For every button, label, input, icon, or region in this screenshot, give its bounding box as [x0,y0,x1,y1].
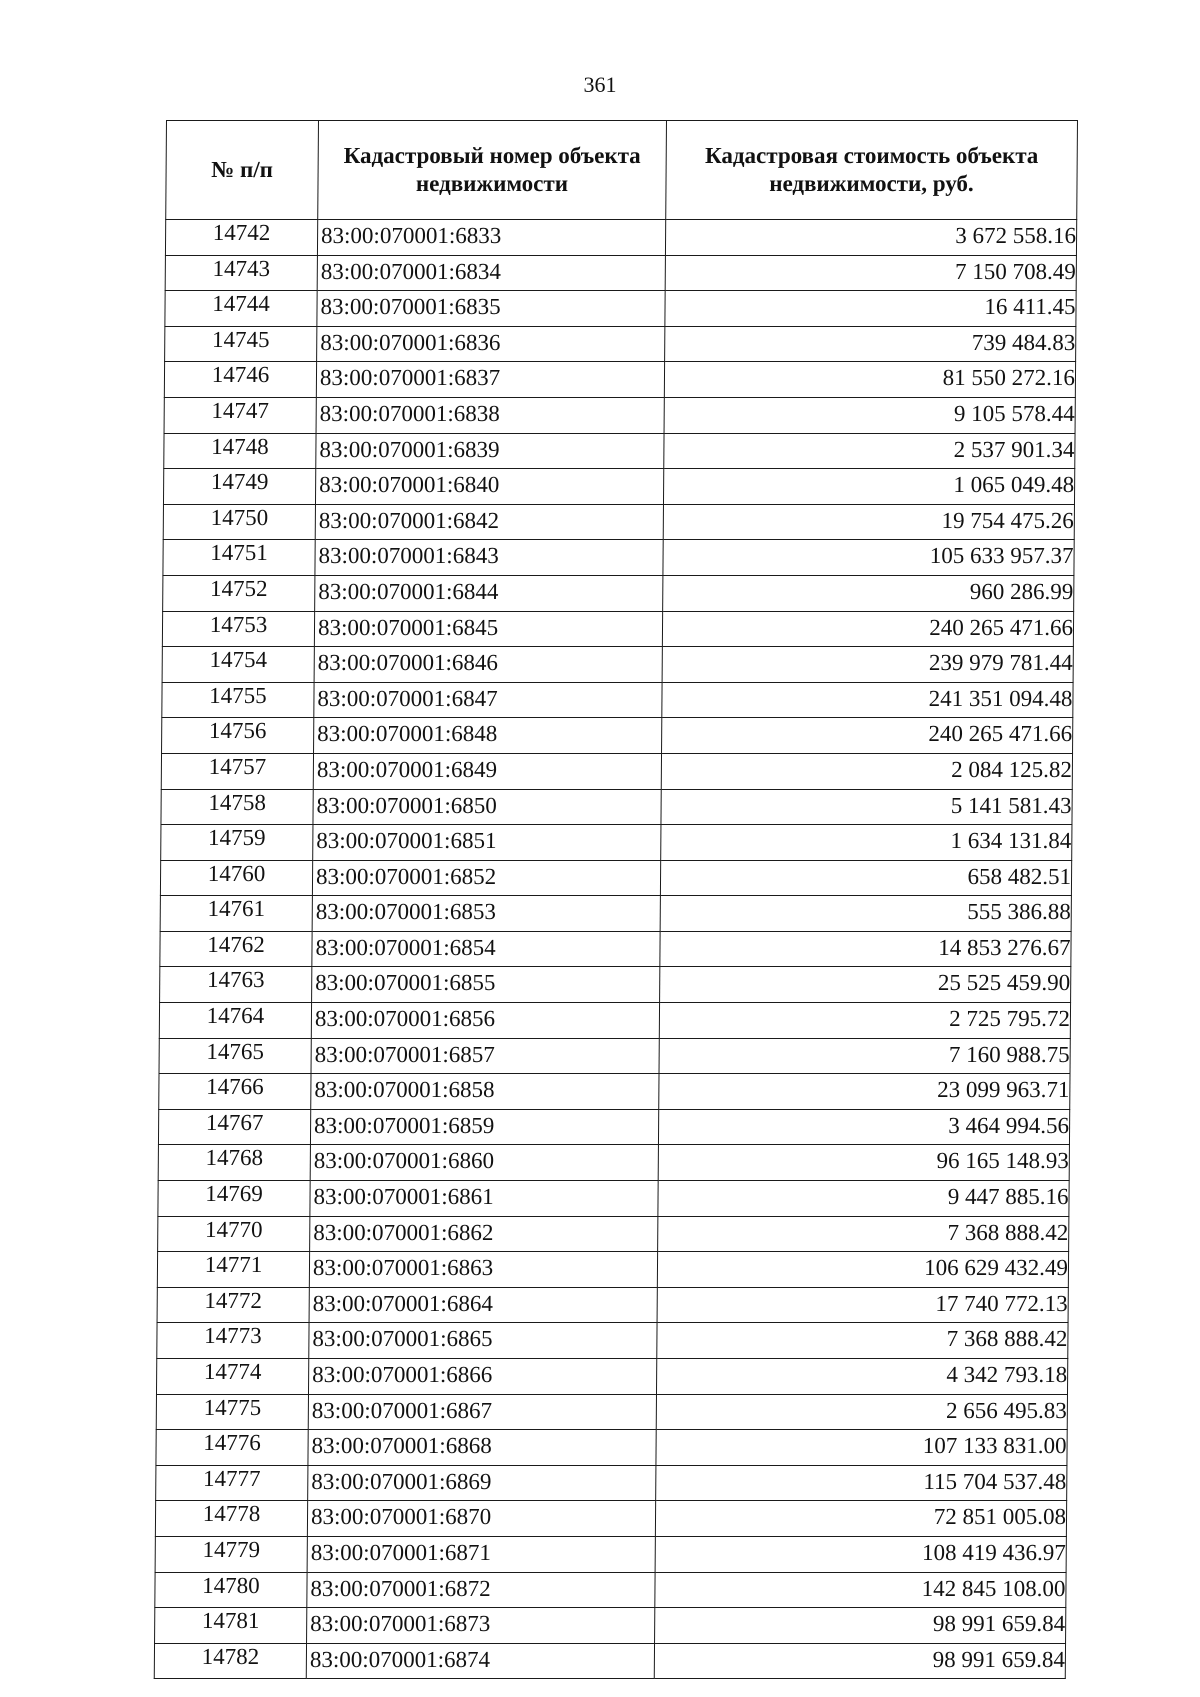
table-row [162,682,1073,718]
row-cadastral-value: 658 482.51 [660,860,1071,896]
row-index: 14747 [164,397,316,433]
row-index: 14774 [156,1359,308,1395]
row-cadastral-number: 83:00:070001:6856 [311,1003,659,1039]
row-cadastral-number: 83:00:070001:6833 [317,220,665,256]
table-row [155,1501,1066,1537]
row-cadastral-value: 2 656 495.83 [656,1394,1067,1430]
row-cadastral-value: 960 286.99 [663,575,1074,611]
table-row [158,1109,1069,1145]
row-cadastral-number: 83:00:070001:6852 [312,860,660,896]
row-cadastral-number: 83:00:070001:6842 [315,504,663,540]
row-cadastral-number: 83:00:070001:6846 [314,647,662,683]
table-row [160,860,1071,896]
table-row [158,1145,1069,1181]
row-index: 14778 [155,1501,307,1537]
row-cadastral-value: 7 368 888.42 [658,1216,1069,1252]
row-index: 14764 [159,1003,311,1039]
row-index: 14744 [165,291,317,327]
row-cadastral-number: 83:00:070001:6857 [311,1038,659,1074]
row-cadastral-value: 14 853 276.67 [660,931,1071,967]
row-cadastral-number: 83:00:070001:6869 [308,1465,656,1501]
table-row [161,789,1072,825]
row-index: 14759 [161,825,313,861]
row-index: 14780 [155,1572,307,1608]
row-index: 14775 [156,1394,308,1430]
table-row [160,896,1071,932]
row-index: 14768 [158,1145,310,1181]
row-cadastral-value: 241 351 094.48 [662,682,1073,718]
table-row [163,575,1074,611]
row-cadastral-value: 240 265 471.66 [662,718,1073,754]
table-row [163,469,1074,505]
row-cadastral-value: 1 634 131.84 [661,825,1072,861]
row-cadastral-number: 83:00:070001:6866 [308,1359,656,1395]
row-cadastral-value: 25 525 459.90 [660,967,1071,1003]
table-row [164,362,1075,398]
row-cadastral-number: 83:00:070001:6850 [313,789,661,825]
row-index: 14779 [155,1536,307,1572]
row-cadastral-value: 142 845 108.00 [655,1572,1066,1608]
table-row [154,1643,1065,1679]
row-index: 14743 [165,255,317,291]
row-cadastral-value: 98 991 659.84 [654,1643,1065,1679]
row-index: 14761 [160,896,312,932]
row-cadastral-number: 83:00:070001:6870 [307,1501,655,1537]
row-cadastral-number: 83:00:070001:6843 [315,540,663,576]
table-row [163,504,1074,540]
row-index: 14755 [162,682,314,718]
row-cadastral-number: 83:00:070001:6844 [315,575,663,611]
row-index: 14772 [157,1287,309,1323]
table-row [157,1252,1068,1288]
row-cadastral-value: 2 084 125.82 [661,753,1072,789]
table-row [165,326,1076,362]
table-row [164,433,1075,469]
row-cadastral-number: 83:00:070001:6862 [310,1216,658,1252]
row-cadastral-number: 83:00:070001:6853 [312,896,660,932]
row-index: 14756 [162,718,314,754]
table-row [155,1572,1066,1608]
row-index: 14762 [160,931,312,967]
row-cadastral-value: 3 672 558.16 [665,220,1076,256]
row-cadastral-number: 83:00:070001:6847 [314,682,662,718]
row-cadastral-number: 83:00:070001:6868 [308,1430,656,1466]
row-index: 14757 [161,753,313,789]
row-index: 14781 [155,1608,307,1644]
table-row [155,1536,1066,1572]
table-row [165,255,1076,291]
row-index: 14777 [156,1465,308,1501]
row-cadastral-value: 106 629 432.49 [657,1252,1068,1288]
row-index: 14782 [154,1643,306,1679]
row-cadastral-value: 23 099 963.71 [659,1074,1070,1110]
row-cadastral-value: 96 165 148.93 [658,1145,1069,1181]
row-index: 14754 [162,647,314,683]
table-row [157,1323,1068,1359]
row-index: 14776 [156,1430,308,1466]
table-row [164,397,1075,433]
table-row [162,647,1073,683]
table-row [162,611,1073,647]
row-cadastral-value: 108 419 436.97 [655,1536,1066,1572]
row-cadastral-number: 83:00:070001:6839 [316,433,664,469]
cadastral-register-table [154,120,1078,1679]
row-index: 14750 [163,504,315,540]
header-index: № п/п [166,121,319,220]
table-body [154,220,1076,1679]
page-number: 361 [583,72,617,97]
table-row [158,1216,1069,1252]
row-cadastral-value: 105 633 957.37 [663,540,1074,576]
row-cadastral-value: 72 851 005.08 [655,1501,1066,1537]
row-index: 14751 [163,540,315,576]
table-row [158,1181,1069,1217]
row-cadastral-value: 81 550 272.16 [664,362,1075,398]
table-row [162,718,1073,754]
row-index: 14766 [159,1074,311,1110]
row-cadastral-value: 19 754 475.26 [663,504,1074,540]
row-cadastral-value: 98 991 659.84 [655,1608,1066,1644]
table-row [155,1608,1066,1644]
table-header [166,121,1078,220]
table-row [160,931,1071,967]
table-row [156,1359,1067,1395]
row-cadastral-number: 83:00:070001:6848 [314,718,662,754]
row-index: 14769 [158,1181,310,1217]
row-cadastral-value: 240 265 471.66 [662,611,1073,647]
row-cadastral-number: 83:00:070001:6859 [310,1109,658,1145]
table-row [156,1430,1067,1466]
row-cadastral-value: 555 386.88 [660,896,1071,932]
row-cadastral-number: 83:00:070001:6858 [311,1074,659,1110]
row-cadastral-value: 5 141 581.43 [661,789,1072,825]
row-cadastral-number: 83:00:070001:6860 [310,1145,658,1181]
row-cadastral-value: 1 065 049.48 [663,469,1074,505]
row-index: 14763 [160,967,312,1003]
row-index: 14742 [165,220,317,256]
row-cadastral-number: 83:00:070001:6849 [313,753,661,789]
row-cadastral-value: 17 740 772.13 [657,1287,1068,1323]
row-cadastral-number: 83:00:070001:6872 [307,1572,655,1608]
table-row [163,540,1074,576]
row-cadastral-number: 83:00:070001:6838 [316,397,664,433]
row-cadastral-value: 115 704 537.48 [656,1465,1067,1501]
row-index: 14758 [161,789,313,825]
table-row [157,1287,1068,1323]
row-cadastral-number: 83:00:070001:6835 [317,291,665,327]
row-cadastral-value: 7 150 708.49 [665,255,1076,291]
row-cadastral-number: 83:00:070001:6861 [310,1181,658,1217]
table-row [156,1465,1067,1501]
row-index: 14767 [158,1109,310,1145]
row-cadastral-number: 83:00:070001:6873 [307,1608,655,1644]
row-cadastral-value: 239 979 781.44 [662,647,1073,683]
row-index: 14752 [163,575,315,611]
row-cadastral-number: 83:00:070001:6865 [309,1323,657,1359]
row-cadastral-value: 739 484.83 [665,326,1076,362]
row-index: 14773 [157,1323,309,1359]
row-cadastral-number: 83:00:070001:6840 [315,469,663,505]
row-cadastral-number: 83:00:070001:6874 [306,1643,654,1679]
row-cadastral-number: 83:00:070001:6864 [309,1287,657,1323]
table-row [159,1074,1070,1110]
row-cadastral-number: 83:00:070001:6845 [314,611,662,647]
header-cadastral-number: Кадастровый номер объекта недвижимости [318,121,667,220]
row-cadastral-value: 2 725 795.72 [659,1003,1070,1039]
row-index: 14749 [163,469,315,505]
table-row [159,1038,1070,1074]
row-cadastral-value: 7 160 988.75 [659,1038,1070,1074]
row-index: 14746 [164,362,316,398]
row-cadastral-number: 83:00:070001:6871 [307,1536,655,1572]
row-cadastral-value: 4 342 793.18 [656,1359,1067,1395]
row-index: 14765 [159,1038,311,1074]
row-cadastral-number: 83:00:070001:6854 [312,931,660,967]
row-cadastral-value: 3 464 994.56 [658,1109,1069,1145]
row-index: 14771 [157,1252,309,1288]
header-cadastral-value: Кадастровая стоимость объекта недвижимости, руб. [666,121,1078,220]
row-cadastral-value: 16 411.45 [665,291,1076,327]
row-index: 14760 [160,860,312,896]
row-cadastral-number: 83:00:070001:6837 [316,362,664,398]
header-row [166,121,1078,220]
row-index: 14753 [162,611,314,647]
row-cadastral-number: 83:00:070001:6851 [313,825,661,861]
table-row [159,1003,1070,1039]
row-index: 14745 [165,326,317,362]
row-cadastral-number: 83:00:070001:6863 [309,1252,657,1288]
row-cadastral-value: 9 447 885.16 [658,1181,1069,1217]
row-index: 14748 [164,433,316,469]
row-cadastral-value: 2 537 901.34 [664,433,1075,469]
row-cadastral-number: 83:00:070001:6834 [317,255,665,291]
row-cadastral-value: 107 133 831.00 [656,1430,1067,1466]
table-row [165,220,1076,256]
table-row [161,825,1072,861]
row-cadastral-value: 9 105 578.44 [664,397,1075,433]
table-row [165,291,1076,327]
row-cadastral-number: 83:00:070001:6836 [317,326,665,362]
row-cadastral-number: 83:00:070001:6867 [308,1394,656,1430]
row-index: 14770 [158,1216,310,1252]
row-cadastral-value: 7 368 888.42 [657,1323,1068,1359]
table-row [160,967,1071,1003]
table-row [156,1394,1067,1430]
row-cadastral-number: 83:00:070001:6855 [312,967,660,1003]
table-row [161,753,1072,789]
